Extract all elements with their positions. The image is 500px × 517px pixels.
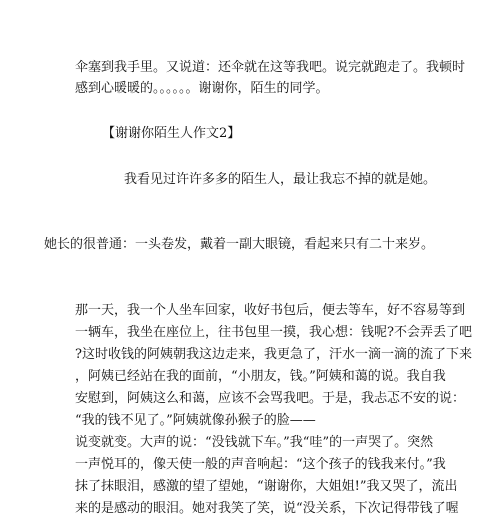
story-line: 来的是感动的眼泪。她对我笑了笑，说“没关系，下次记得带钱了喔 xyxy=(75,501,459,516)
section-title: 【谢谢你陌生人作文2】 xyxy=(102,126,241,141)
intro-line: 伞塞到我手里。又说道：还伞就在这等我吧。说完就跑走了。我顿时 xyxy=(75,60,466,75)
story-line: ?这时收钱的阿姨朝我这边走来，我更急了，汗水一滴一滴的流了下来 xyxy=(75,347,472,362)
story-line: 抹了抹眼泪，感激的望了望她，“谢谢你，大姐姐!”我又哭了，流出 xyxy=(75,479,458,494)
story-line: 安慰到，阿姨这么和蔼，应该不会骂我吧。于是，我忐忑不安的说： xyxy=(75,391,466,406)
story-line: “我的钱不见了。”阿姨就像孙猴子的脸—— xyxy=(75,413,316,428)
story-line: 一声悦耳的，像天使一般的声音响起：“这个孩子的钱我来付。”我 xyxy=(75,457,446,472)
paragraph: 她长的很普通：一头卷发，戴着一副大眼镜，看起来只有二十来岁。 xyxy=(44,237,435,252)
paragraph: 我看见过许许多多的陌生人，最让我忘不掉的就是她。 xyxy=(124,172,437,187)
intro-line: 感到心暖暖的。。。。。。谢谢你，陌生的同学。 xyxy=(75,81,329,96)
story-line: 那一天，我一个人坐车回家，收好书包后，便去等车，好不容易等到 xyxy=(75,303,466,318)
story-line: ，阿姨已经站在我的面前，“小朋友，钱。”阿姨和蔼的说。我自我 xyxy=(75,369,446,384)
story-line: 说变就变。大声的说：“没钱就下车。”我“哇”的一声哭了。突然 xyxy=(75,435,434,450)
story-line: 一辆车，我坐在座位上，往书包里一摸，我心想：钱呢?不会弄丢了吧 xyxy=(75,325,472,340)
